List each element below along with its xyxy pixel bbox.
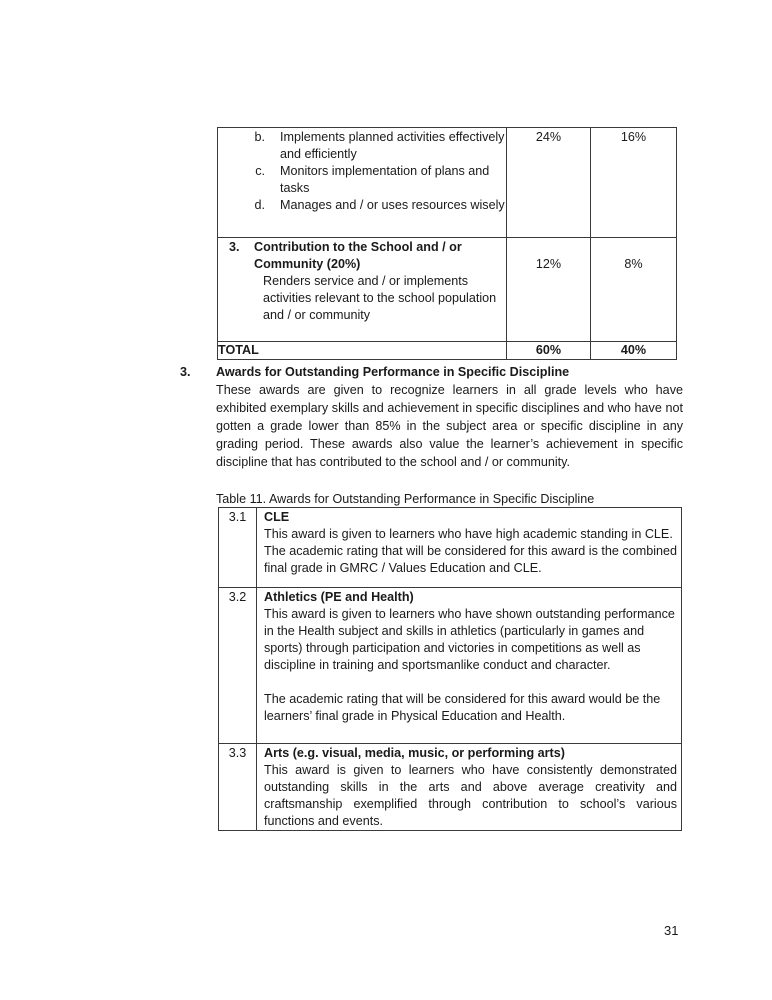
award-title: Athletics (PE and Health) [264,590,414,604]
page-number: 31 [664,923,679,938]
percent-cell-b: 8% [591,238,677,342]
section-paragraph: These awards are given to recognize learners in all grade levels who have exhibited exemplary skills and achievement in specific disciplines and who have not gotten a grade lower than 85% in the subject area or specific discipline in any grading period. These awards also value the learner’s achievement in specific discipline that has contributed to the school and / or community. [216,383,683,469]
award-description: This award is given to learners who have consistently demonstrated outstanding skills in the arts and above average creativity and craftsmanship exemplified through contribution to school’s various functions and events. [264,763,677,828]
criterion-number: 3. [229,240,240,254]
list-item-letter: d. [254,198,265,212]
list-item-letter: b. [254,130,265,144]
table-caption: Table 11. Awards for Outstanding Performance in Specific Discipline [216,492,595,506]
criteria-weight-table [217,127,677,360]
table-row [219,588,682,744]
section-title: Awards for Outstanding Performance in Specific Discipline [216,365,570,379]
section-awards-specific-discipline [180,364,683,471]
criterion-title: Contribution to the School and / or Community (20%) [254,240,462,271]
award-cell [257,588,682,744]
award-cell [257,508,682,588]
list-item-letter: c. [255,164,265,178]
table-row [218,128,677,238]
award-rating-note: The academic rating that will be considered for this award would be the learners’ final grade in Physical Education and Health. [264,692,661,723]
awards-table [218,507,682,831]
list-item-text: Manages and / or uses resources wisely [280,198,505,212]
criteria-description-cell [218,238,507,342]
total-percent-b: 40% [591,342,677,360]
total-row [218,342,677,360]
award-description: This award is given to learners who have high academic standing in CLE. The academic rating that will be considered for this award is the combined final grade in GMRC / Values Education and CLE. [264,527,678,575]
sub-criteria-list [218,128,506,214]
award-title: CLE [264,510,290,524]
criterion-description: Renders service and / or implements activities relevant to the school population and / or community [263,274,497,322]
award-title: Arts (e.g. visual, media, music, or performing arts) [264,746,565,760]
section-number: 3. [180,365,191,379]
total-percent-a: 60% [507,342,591,360]
list-item-text: Implements planned activities effectively and efficiently [280,130,505,161]
section-heading [180,364,683,381]
list-item-text: Monitors implementation of plans and tasks [280,164,490,195]
award-cell [257,744,682,831]
table-row [219,744,682,831]
paragraph-spacer [264,674,677,691]
criterion-heading [218,238,506,273]
award-number: 3.2 [219,588,257,744]
award-number: 3.3 [219,744,257,831]
percent-cell-a: 24% [507,128,591,238]
list-item [218,129,506,163]
table-row [219,508,682,588]
award-description: This award is given to learners who have shown outstanding performance in the Health subject and skills in athletics (particularly in games and sports) through participation and victories in competitions as well as discipline in training and sportsmanlike conduct and character. [264,607,675,672]
list-item [218,163,506,197]
total-label: TOTAL [218,342,507,360]
percent-cell-b: 16% [591,128,677,238]
award-number: 3.1 [219,508,257,588]
percent-cell-a: 12% [507,238,591,342]
list-item [218,197,506,214]
table-row [218,238,677,342]
criteria-description-cell [218,128,507,238]
